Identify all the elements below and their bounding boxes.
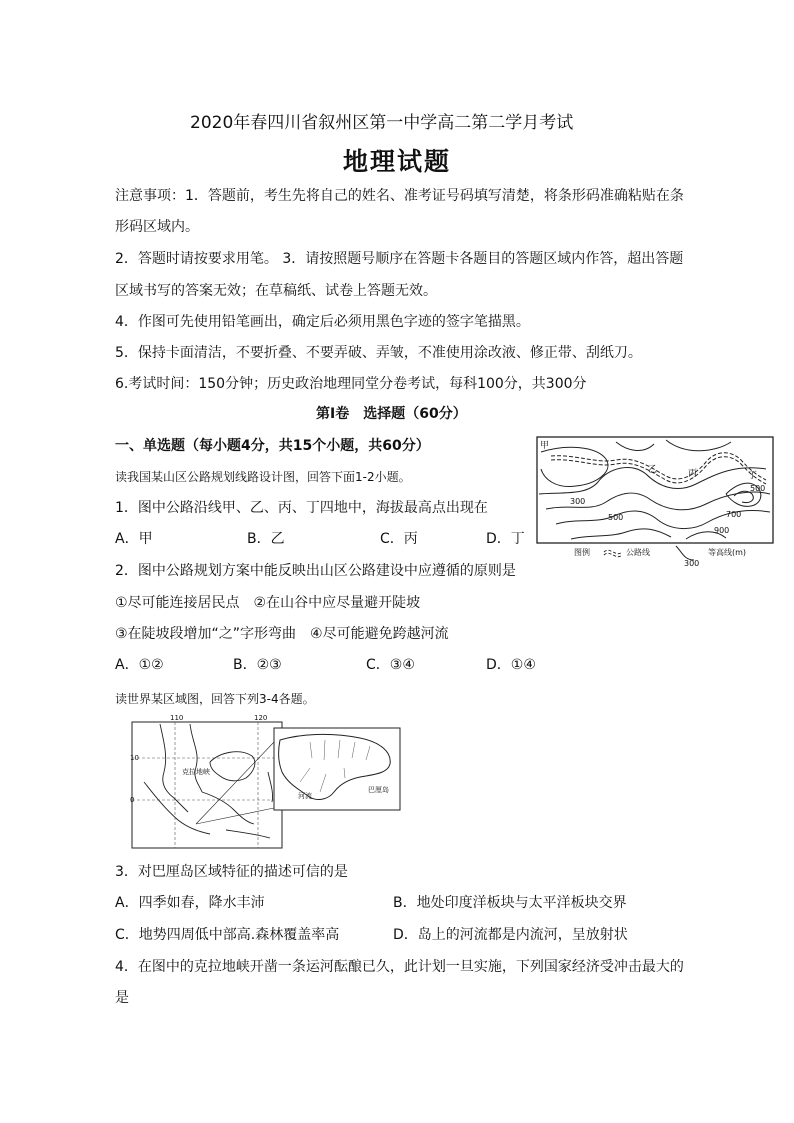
map-legend (574, 546, 746, 568)
q2-option-b: B．②③ (233, 657, 282, 673)
part-heading: 一、单选题（每小题4分，共15个小题，共60分） (115, 438, 430, 454)
q1-option-b: B．乙 (247, 531, 285, 547)
place-label: 丁 (748, 471, 758, 481)
contour-label: 500 (608, 513, 624, 522)
q2-statements: ①尽可能连接居民点 ②在山谷中应尽量避开陡坡 (115, 595, 421, 611)
contour-map-frame (537, 437, 773, 543)
bali-map (130, 712, 410, 852)
q2-statements: ③在陡坡段增加“之”字形弯曲 ④尽可能避免跨越河流 (115, 626, 449, 642)
longitude-label: 110 (170, 714, 184, 722)
legend-contour-label: 等高线(m) (708, 548, 747, 557)
contour-label: 900 (714, 526, 730, 535)
latitude-label: 10 (130, 754, 139, 762)
legend-label: 图例 (574, 548, 590, 557)
bali-inset-frame (274, 728, 400, 810)
note-line: 4．作图可先使用铅笔画出，确定后必须用黑色字迹的签字笔描黑。 (115, 314, 530, 330)
q3-option-d: D．岛上的河流都是内流河，呈放射状 (393, 927, 628, 943)
question-3: 3．对巴厘岛区域特征的描述可信的是 (115, 864, 348, 880)
longitude-label: 120 (254, 714, 268, 722)
bali-label: 巴厘岛 (368, 786, 389, 794)
contour-label: 500 (750, 484, 766, 493)
place-label: 乙 (648, 465, 658, 475)
q12-intro: 读我国某山区公路规划线路设计图，回答下面1-2小题。 (115, 470, 411, 484)
legend-contour-symbol (676, 546, 694, 560)
q1-option-a: A．甲 (115, 531, 153, 547)
note-line: 6.考试时间：150分钟；历史政治地理同堂分卷考试，每科100分，共300分 (115, 376, 587, 392)
q3-option-c: C．地势四周低中部高.森林覆盖率高 (115, 927, 340, 943)
q2-option-d: D．①④ (486, 657, 536, 673)
question-1: 1．图中公路沿线甲、乙、丙、丁四地中，海拔最高点出现在 (115, 500, 488, 516)
contour-label: 700 (726, 510, 742, 519)
legend-road-symbol (604, 550, 622, 553)
place-label: 丙 (688, 469, 698, 479)
legend-road-label: 公路线 (626, 548, 650, 557)
q2-option-c: C．③④ (366, 657, 415, 673)
q3-option-a: A．四季如春，降水丰沛 (115, 895, 265, 911)
note-line: 注意事项：1．答题前，考生先将自己的姓名、准考证号码填写清楚，将条形码准确粘贴在条 (115, 188, 684, 204)
q3-option-b: B．地处印度洋板块与太平洋板块交界 (393, 895, 627, 911)
note-line: 形码区域内。 (115, 219, 199, 235)
q1-option-d: D．丁 (486, 531, 525, 547)
legend-contour-value: 300 (684, 559, 700, 568)
contour-label: 300 (570, 497, 586, 506)
kra-isthmus-label: 克拉地峡 (182, 768, 210, 776)
place-label: 甲 (540, 441, 550, 451)
q1-option-c: C．丙 (380, 531, 418, 547)
note-line: 5．保持卡面清洁，不要折叠、不要弄破、弄皱，不准使用涂改液、修正带、刮纸刀。 (115, 345, 642, 361)
subject-title: 地理试题 (343, 147, 452, 176)
river-label: 河流 (298, 792, 312, 800)
q34-intro: 读世界某区域图，回答下列3-4各题。 (115, 692, 315, 706)
latitude-label: 0 (130, 796, 135, 804)
question-2: 2．图中公路规划方案中能反映出山区公路建设中应遵循的原则是 (115, 563, 516, 579)
contour-map (536, 434, 776, 568)
note-line: 2．答题时请按要求用笔。 3．请按照题号顺序在答题卡各题目的答题区域内作答，超出答题 (115, 251, 684, 267)
volume-heading: 第Ⅰ卷 选择题（60分） (316, 406, 467, 422)
question-4-continued: 是 (115, 990, 129, 1006)
q2-option-a: A．①② (115, 657, 164, 673)
note-line: 区域书写的答案无效；在草稿纸、试卷上答题无效。 (115, 283, 437, 299)
question-4: 4．在图中的克拉地峡开凿一条运河酝酿已久，此计划一旦实施，下列国家经济受冲击最大的 (115, 959, 684, 975)
exam-title: 2020年春四川省叙州区第一中学高二第二学月考试 (190, 113, 574, 133)
